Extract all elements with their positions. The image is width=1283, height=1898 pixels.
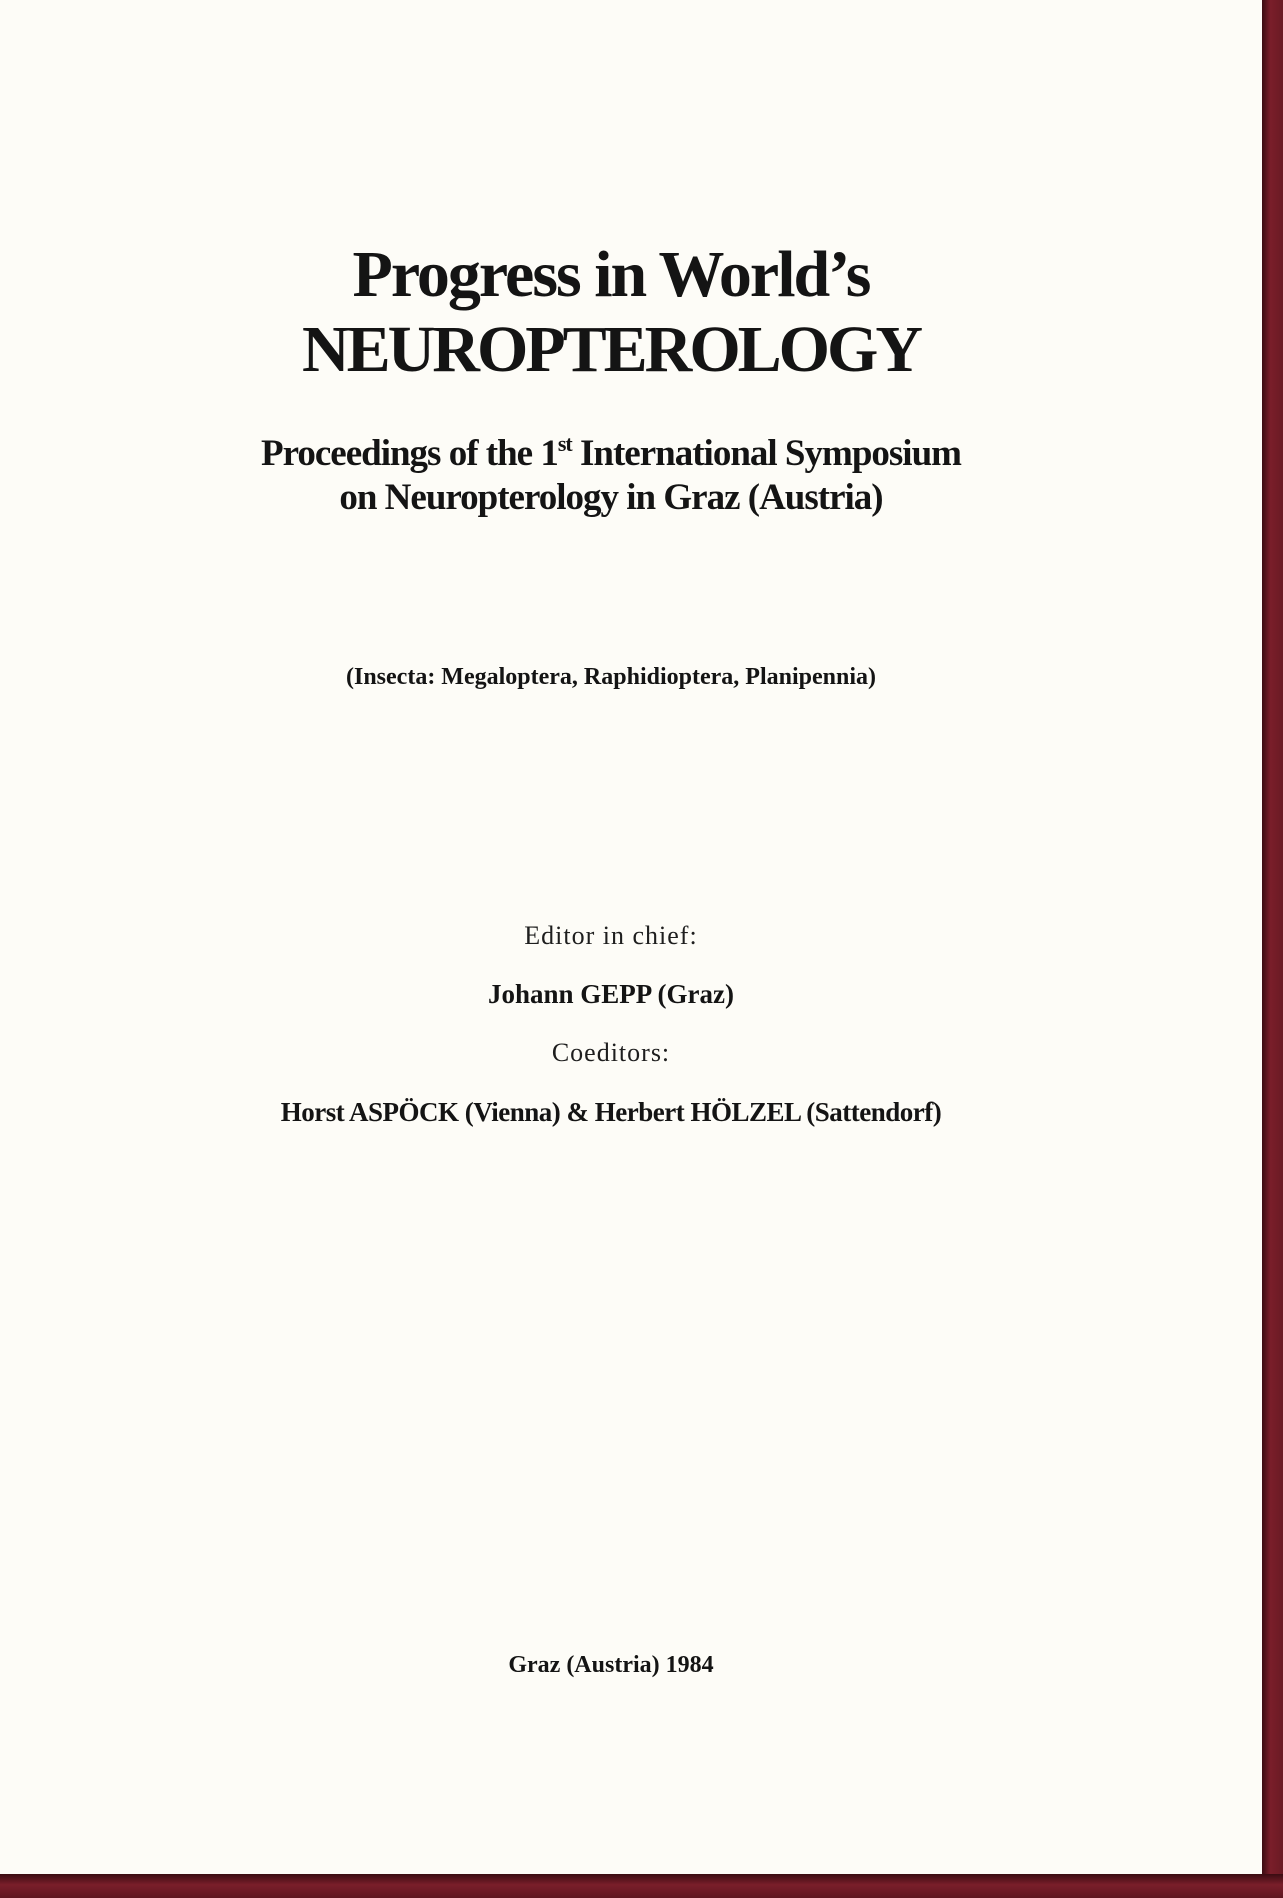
subtitle-line-2: on Neuropterology in Graz (Austria)	[339, 477, 883, 518]
ordinal-suffix: st	[557, 431, 572, 456]
book-title-line-2: NEUROPTEROLOGY	[301, 313, 921, 386]
imprint: Graz (Austria) 1984	[508, 1652, 714, 1678]
subtitle-line-1-end: International Symposium	[571, 433, 961, 474]
editor-in-chief-label: Editor in chief:	[524, 921, 698, 950]
subtitle-line-1	[0, 432, 1222, 476]
editor-in-chief-name: Johann GEPP (Graz)	[487, 979, 734, 1009]
coeditors-names: Horst ASPÖCK (Vienna) & Herbert HÖLZEL (Sattendorf)	[280, 1097, 942, 1127]
book-title-line-1: Progress in World’s	[352, 238, 870, 311]
cover-edge-right	[1262, 0, 1283, 1898]
subtitle-line-1-start: Proceedings of the 1	[261, 433, 558, 474]
taxa-note: (Insecta: Megaloptera, Raphidioptera, Planipennia)	[346, 664, 876, 690]
coeditors-label: Coeditors:	[551, 1038, 671, 1067]
cover-edge-bottom	[0, 1874, 1283, 1898]
